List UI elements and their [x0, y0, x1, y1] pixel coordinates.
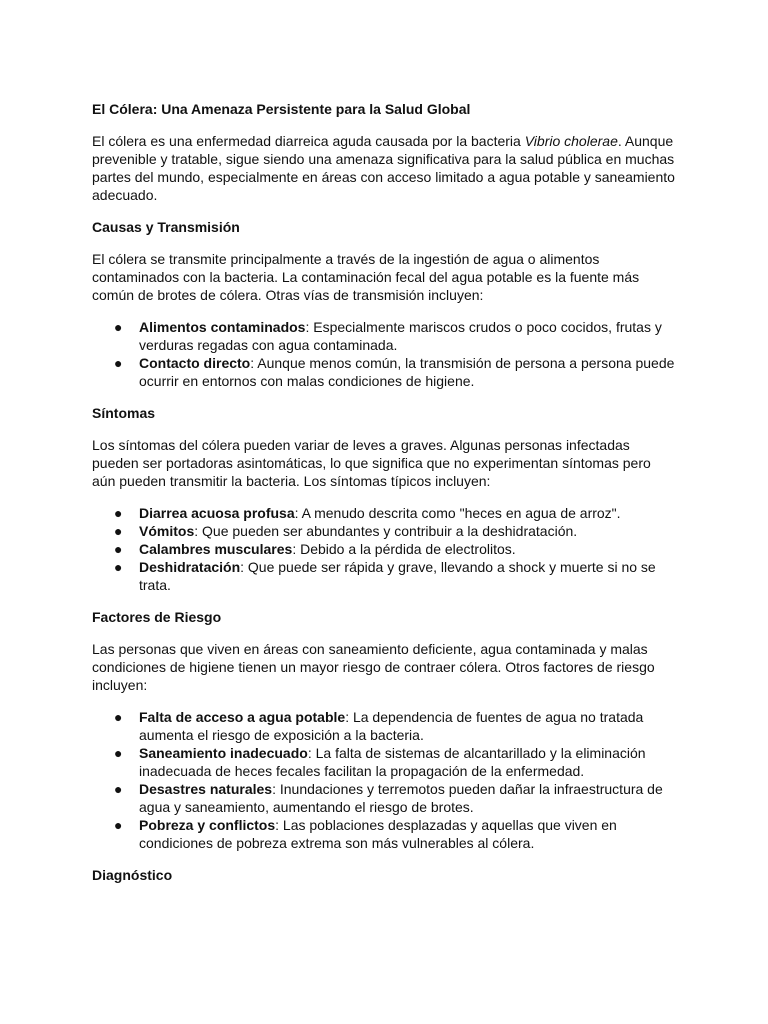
symptoms-paragraph: Los síntomas del cólera pueden variar de leves a graves. Algunas personas infectadas pueden ser portadoras asintomáticas, lo que significa que no experimentan síntomas pero aún pueden transmitir la bacteria. Los síntomas típicos incluyen: [92, 437, 651, 489]
risk-heading: Factores de Riesgo [92, 609, 222, 625]
item-desc: : La dependencia de fuentes de agua no tratada aumenta el riesgo de exposición a la bacteria. [139, 709, 644, 743]
item-term: Saneamiento inadecuado [139, 745, 308, 761]
causes-heading: Causas y Transmisión [92, 219, 240, 235]
bullet-icon: ● [114, 541, 123, 557]
list-item [92, 744, 676, 780]
symptoms-heading: Síntomas [92, 405, 156, 421]
list-item [92, 540, 676, 558]
intro-paragraph [92, 132, 676, 204]
bullet-icon: ● [114, 319, 123, 335]
causes-list [92, 318, 676, 390]
symptoms-list [92, 504, 676, 594]
item-desc: : A menudo descrita como "heces en agua de arroz". [294, 505, 621, 521]
bullet-icon: ● [114, 523, 123, 539]
risk-paragraph: Las personas que viven en áreas con saneamiento deficiente, agua contaminada y malas condiciones de higiene tienen un mayor riesgo de contraer cólera. Otros factores de riesgo incluyen: [92, 641, 655, 693]
list-item [92, 816, 676, 852]
item-term: Deshidratación [139, 559, 241, 575]
bullet-icon: ● [114, 817, 123, 833]
item-term: Contacto directo [139, 355, 251, 371]
item-term: Pobreza y conflictos [139, 817, 276, 833]
item-term: Desastres naturales [139, 781, 273, 797]
list-item [92, 708, 676, 744]
list-item [92, 558, 676, 594]
causes-paragraph: El cólera se transmite principalmente a través de la ingestión de agua o alimentos contaminados con la bacteria. La contaminación fecal del agua potable es la fuente más común de brotes de cólera. Otras vías de transmisión incluyen: [92, 251, 640, 303]
item-term: Calambres musculares [139, 541, 293, 557]
bullet-icon: ● [114, 745, 123, 761]
item-desc: : Inundaciones y terremotos pueden dañar la infraestructura de agua y saneamiento, aumentando el riesgo de brotes. [139, 781, 663, 815]
bullet-icon: ● [114, 355, 123, 371]
document-title: El Cólera: Una Amenaza Persistente para la Salud Global [92, 101, 471, 117]
intro-species-name: Vibrio cholerae [524, 133, 618, 149]
bullet-icon: ● [114, 505, 123, 521]
item-term: Vómitos [139, 523, 195, 539]
intro-text-before: El cólera es una enfermedad diarreica aguda causada por la bacteria [92, 133, 525, 149]
bullet-icon: ● [114, 709, 123, 725]
item-term: Diarrea acuosa profusa [139, 505, 295, 521]
item-desc: : Debido a la pérdida de electrolitos. [292, 541, 516, 557]
item-desc: : Aunque menos común, la transmisión de persona a persona puede ocurrir en entornos con malas condiciones de higiene. [139, 355, 675, 389]
intro-text-after: . Aunque prevenible y tratable, sigue siendo una amenaza significativa para la salud pública en muchas partes del mundo, especialmente en áreas con acceso limitado a agua potable y saneamiento adecuado. [92, 133, 675, 203]
risk-list [92, 708, 676, 852]
bullet-icon: ● [114, 781, 123, 797]
diagnosis-heading: Diagnóstico [92, 867, 173, 883]
list-item [92, 522, 676, 540]
bullet-icon: ● [114, 559, 123, 575]
item-term: Alimentos contaminados [139, 319, 306, 335]
list-item [92, 354, 676, 390]
item-desc: : Que pueden ser abundantes y contribuir a la deshidratación. [194, 523, 578, 539]
list-item [92, 504, 676, 522]
item-desc: : Las poblaciones desplazadas y aquellas que viven en condiciones de pobreza extrema son más vulnerables al cólera. [139, 817, 617, 851]
item-desc: : Que puede ser rápida y grave, llevando a shock y muerte si no se trata. [139, 559, 656, 593]
list-item [92, 780, 676, 816]
list-item [92, 318, 676, 354]
item-term: Falta de acceso a agua potable [139, 709, 346, 725]
item-desc: : Especialmente mariscos crudos o poco cocidos, frutas y verduras regadas con agua contaminada. [139, 319, 662, 353]
item-desc: : La falta de sistemas de alcantarillado y la eliminación inadecuada de heces fecales facilitan la propagación de la enfermedad. [139, 745, 646, 779]
